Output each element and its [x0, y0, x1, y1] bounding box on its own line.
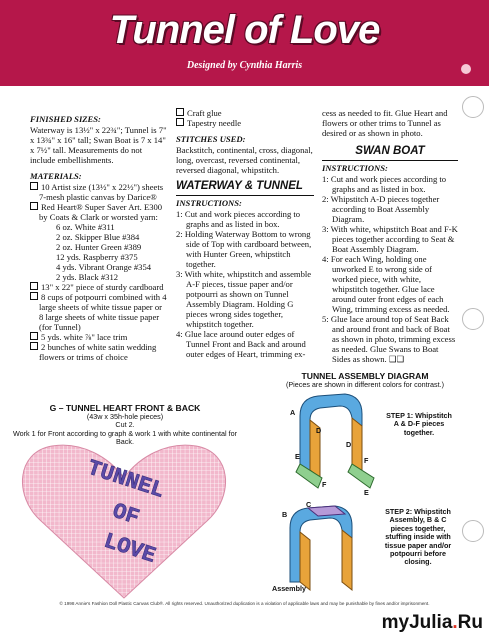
waterway-instructions-heading: INSTRUCTIONS: [176, 198, 242, 208]
label-assembly: Assembly [272, 584, 306, 593]
diagram-caption [250, 372, 480, 389]
watermark-logo: myJulia.Ru [381, 612, 483, 633]
material-item: 2 bunches of white satin wedding flowers or trims of choice [30, 342, 168, 362]
label-f: F [322, 480, 327, 489]
instruction-step: 2: Holding Waterway Bottom to wrong side of Top with cardboard between, with Hunter Green, whipstitch together. [176, 229, 312, 269]
material-item: Craft glue [176, 108, 314, 118]
label-d: D [316, 426, 322, 435]
graph-note: Work 1 for Front according to graph & work 1 with white continental for Back. [13, 428, 237, 447]
yarn-item: 2 oz. Hunter Green #389 [56, 242, 142, 252]
continued-text: cess as needed to fit. Glue Heart and flowers or other trims to Tunnel as desired or as shown in photo. [322, 108, 448, 138]
step2-text: STEP 2: Whipstitch Assembly, B & C pieces together, stuffing inside with tissue paper and/or potpourri before closing. [384, 507, 452, 567]
copyright-notice: © 1998 Annie's Fashion Doll Plastic Canvas Club®. All rights reserved. Unauthorized duplication is a violation of applicable laws and may be punishable by fines and/or imprisonment. [59, 601, 430, 606]
yarn-item: 4 yds. Vibrant Orange #354 [56, 262, 152, 272]
label-f2: F [364, 456, 369, 465]
stitches-heading: STITCHES USED: [176, 134, 246, 144]
label-b: B [282, 510, 288, 519]
waterway-heading: WATERWAY & TUNNEL [176, 180, 303, 192]
heart-word-tunnel: TUNNEL [84, 455, 168, 504]
diagram-title: TUNNEL ASSEMBLY DIAGRAM [301, 371, 429, 381]
heart-word-love: LOVE [100, 528, 159, 569]
label-d2: D [346, 440, 352, 449]
piece-b-right [342, 530, 352, 590]
material-item: 10 Artist size (13½" x 22½") sheets 7-mesh plastic canvas by Darice® [30, 182, 168, 202]
finished-sizes-heading: FINISHED SIZES: [30, 114, 101, 124]
piece-b [300, 532, 310, 590]
stitches-text: Backstitch, continental, cross, diagonal, long, overcast, reversed continental, reversed diagonal, whipstitch. [176, 145, 313, 175]
instruction-step: 3: With white, whipstitch and assemble A-F pieces, tissue paper and/or potpourri as shown on Tunnel Assembly Diagram. Holding G pieces wrong sides together, whipstitch together. [176, 269, 312, 329]
material-item: 8 cups of potpourri combined with 4 large sheets of white tissue paper or 8 large sheets of white tissue paper (for Tunnel) [30, 292, 168, 332]
material-item: Red Heart® Super Saver Art. E300 by Coats & Clark or worsted yarn: [30, 202, 168, 222]
instruction-step: 4: Glue lace around outer edges of Tunnel Front and Back and around outer edges of Heart, trimming ex- [176, 329, 306, 359]
instruction-step: 4: For each Wing, holding one unworked E to wrong side of worked piece, with white, whipstitch together. Glue lace around outer front edges of each Wing, trimming excess as needed. [322, 254, 450, 314]
label-e: E [295, 452, 300, 461]
byline: Designed by Cynthia Harris [186, 60, 303, 71]
instruction-step: 3: With white, whipstitch Boat and F-K pieces together according to Seat & Boat Assembly Diagram. [322, 224, 458, 254]
material-item: 13" x 22" piece of sturdy cardboard [30, 282, 168, 292]
finished-sizes-text: Waterway is 13½" x 22¾"; Tunnel is 7" x 13¾" x 16" tall; Swan Boat is 7 x 14" x 7½" tall. Measurements do not include embellishments. [30, 125, 167, 165]
swan-boat-heading: SWAN BOAT [355, 145, 425, 157]
page-title: Tunnel of Love [109, 8, 380, 52]
yarn-item: 6 oz. White #311 [56, 222, 115, 232]
yarn-item: 12 yds. Raspberry #375 [56, 252, 138, 262]
diagram-subtitle: (Pieces are shown in different colors for contrast.) [285, 379, 445, 389]
yarn-item: 2 yds. Black #312 [56, 272, 119, 282]
material-item: Tapestry needle [176, 118, 314, 128]
material-item: 5 yds. white ⅞" lace trim [30, 332, 168, 342]
swan-instructions-heading: INSTRUCTIONS: [322, 163, 388, 173]
instruction-step: 2: Whipstitch A-D pieces together according to Boat Assembly Diagram. [322, 194, 440, 224]
instruction-step: 1: Cut and work pieces according to graphs and as listed in box. [176, 209, 301, 229]
label-e2: E [364, 488, 369, 497]
label-a: A [290, 408, 296, 417]
graph-cut: Cut 2. [115, 420, 135, 430]
instruction-step: 5: Glue lace around top of Seat Back and around front and back of Boat as shown in photo, trimming excess as needed. Glue Swans to Boat Sides as shown. ❑❑ [322, 314, 456, 364]
yarn-item: 2 oz. Skipper Blue #384 [56, 232, 140, 242]
tunnel-step2-diagram [290, 506, 352, 590]
label-c: C [306, 500, 312, 509]
step1-text: STEP 1: Whipstitch A & D-F pieces together. [386, 411, 452, 437]
heart-word-of: OF [109, 498, 143, 531]
tunnel-step1-diagram [296, 394, 374, 488]
materials-heading: MATERIALS: [30, 171, 82, 181]
graph-title: G – TUNNEL HEART FRONT & BACK [49, 403, 201, 413]
graph-size: (43w x 35h-hole pieces) [86, 411, 164, 421]
instruction-step: 1: Cut and work pieces according to graphs and as listed in box. [322, 174, 447, 194]
